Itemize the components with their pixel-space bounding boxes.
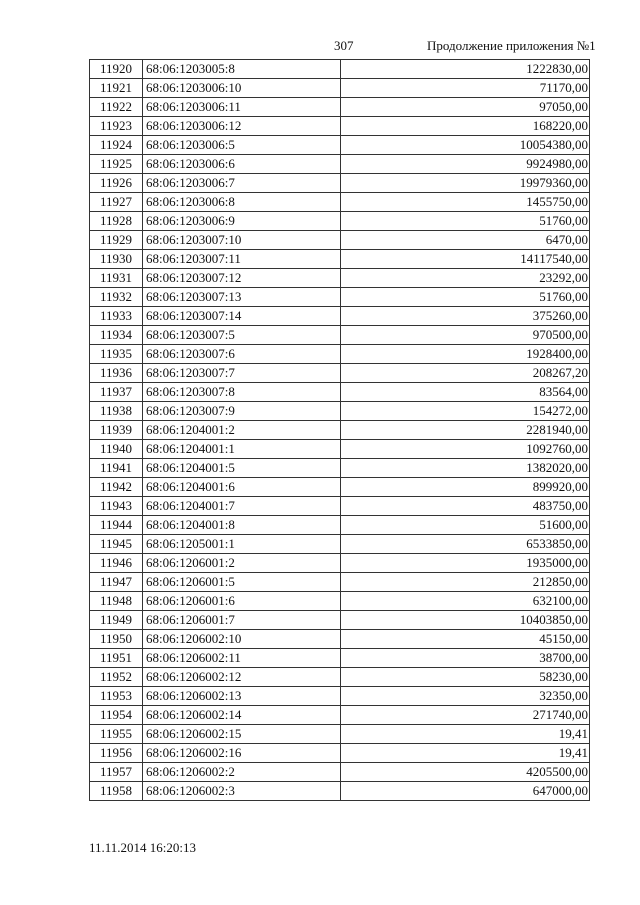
cadastral-value-cell: 154272,00 (341, 402, 590, 421)
cadastral-value-cell: 83564,00 (341, 383, 590, 402)
row-number-cell: 11928 (90, 212, 143, 231)
row-number-cell: 11924 (90, 136, 143, 155)
page-number: 307 (334, 38, 354, 53)
cadastral-value-cell: 51600,00 (341, 516, 590, 535)
row-number-cell: 11949 (90, 611, 143, 630)
table-row (90, 250, 590, 269)
cadastral-value-cell: 1455750,00 (341, 193, 590, 212)
cadastral-number-cell: 68:06:1206002:2 (143, 763, 341, 782)
table-row (90, 231, 590, 250)
table-row (90, 516, 590, 535)
cadastral-value-cell: 647000,00 (341, 782, 590, 801)
cadastral-value-cell: 899920,00 (341, 478, 590, 497)
row-number-cell: 11944 (90, 516, 143, 535)
table-row (90, 193, 590, 212)
table-row (90, 440, 590, 459)
row-number-cell: 11922 (90, 98, 143, 117)
cadastral-value-cell: 19,41 (341, 725, 590, 744)
cadastral-value-cell: 32350,00 (341, 687, 590, 706)
table-row (90, 744, 590, 763)
table-row (90, 725, 590, 744)
row-number-cell: 11955 (90, 725, 143, 744)
row-number-cell: 11939 (90, 421, 143, 440)
cadastral-value-cell: 212850,00 (341, 573, 590, 592)
row-number-cell: 11956 (90, 744, 143, 763)
cadastral-value-cell: 375260,00 (341, 307, 590, 326)
cadastral-value-cell: 19,41 (341, 744, 590, 763)
row-number-cell: 11927 (90, 193, 143, 212)
cadastral-number-cell: 68:06:1203007:8 (143, 383, 341, 402)
row-number-cell: 11948 (90, 592, 143, 611)
table-row (90, 212, 590, 231)
cadastral-value-cell: 9924980,00 (341, 155, 590, 174)
cadastral-number-cell: 68:06:1203007:9 (143, 402, 341, 421)
cadastral-value-cell: 6533850,00 (341, 535, 590, 554)
table-row (90, 592, 590, 611)
table-row (90, 383, 590, 402)
cadastral-number-cell: 68:06:1203007:10 (143, 231, 341, 250)
row-number-cell: 11936 (90, 364, 143, 383)
table-row (90, 364, 590, 383)
cadastral-number-cell: 68:06:1204001:5 (143, 459, 341, 478)
table-row (90, 782, 590, 801)
cadastral-number-cell: 68:06:1203006:11 (143, 98, 341, 117)
table-row (90, 345, 590, 364)
row-number-cell: 11931 (90, 269, 143, 288)
row-number-cell: 11957 (90, 763, 143, 782)
cadastral-number-cell: 68:06:1206001:2 (143, 554, 341, 573)
row-number-cell: 11947 (90, 573, 143, 592)
row-number-cell: 11932 (90, 288, 143, 307)
cadastral-value-cell: 51760,00 (341, 212, 590, 231)
table-row (90, 155, 590, 174)
table-row (90, 60, 590, 79)
table-row (90, 763, 590, 782)
cadastral-value-cell: 632100,00 (341, 592, 590, 611)
cadastral-number-cell: 68:06:1206002:13 (143, 687, 341, 706)
cadastral-number-cell: 68:06:1206002:11 (143, 649, 341, 668)
table-row (90, 535, 590, 554)
row-number-cell: 11943 (90, 497, 143, 516)
table-row (90, 478, 590, 497)
row-number-cell: 11952 (90, 668, 143, 687)
row-number-cell: 11958 (90, 782, 143, 801)
cadastral-number-cell: 68:06:1206002:10 (143, 630, 341, 649)
row-number-cell: 11933 (90, 307, 143, 326)
cadastral-number-cell: 68:06:1203006:8 (143, 193, 341, 212)
cadastral-number-cell: 68:06:1206002:16 (143, 744, 341, 763)
cadastral-value-cell: 1382020,00 (341, 459, 590, 478)
cadastral-value-cell: 23292,00 (341, 269, 590, 288)
cadastral-number-cell: 68:06:1203007:14 (143, 307, 341, 326)
row-number-cell: 11954 (90, 706, 143, 725)
cadastral-value-cell: 271740,00 (341, 706, 590, 725)
cadastral-value-cell: 1928400,00 (341, 345, 590, 364)
table-row (90, 497, 590, 516)
cadastral-number-cell: 68:06:1203007:11 (143, 250, 341, 269)
cadastral-value-cell: 1092760,00 (341, 440, 590, 459)
cadastral-number-cell: 68:06:1204001:6 (143, 478, 341, 497)
row-number-cell: 11953 (90, 687, 143, 706)
table-row (90, 554, 590, 573)
table-row (90, 117, 590, 136)
row-number-cell: 11930 (90, 250, 143, 269)
cadastral-value-cell: 168220,00 (341, 117, 590, 136)
row-number-cell: 11940 (90, 440, 143, 459)
cadastral-value-cell: 38700,00 (341, 649, 590, 668)
table-row (90, 687, 590, 706)
cadastral-number-cell: 68:06:1204001:2 (143, 421, 341, 440)
cadastral-number-cell: 68:06:1203006:12 (143, 117, 341, 136)
row-number-cell: 11925 (90, 155, 143, 174)
row-number-cell: 11920 (90, 60, 143, 79)
row-number-cell: 11950 (90, 630, 143, 649)
cadastral-value-cell: 10403850,00 (341, 611, 590, 630)
table-row (90, 459, 590, 478)
continuation-heading: Продолжение приложения №1 (427, 38, 596, 53)
table-row (90, 326, 590, 345)
cadastral-number-cell: 68:06:1203007:7 (143, 364, 341, 383)
cadastral-number-cell: 68:06:1206002:3 (143, 782, 341, 801)
row-number-cell: 11945 (90, 535, 143, 554)
table-row (90, 630, 590, 649)
cadastral-number-cell: 68:06:1203006:9 (143, 212, 341, 231)
cadastral-number-cell: 68:06:1204001:1 (143, 440, 341, 459)
cadastral-number-cell: 68:06:1203007:13 (143, 288, 341, 307)
table-row (90, 269, 590, 288)
cadastral-number-cell: 68:06:1203007:5 (143, 326, 341, 345)
row-number-cell: 11935 (90, 345, 143, 364)
cadastral-number-cell: 68:06:1205001:1 (143, 535, 341, 554)
cadastral-value-cell: 10054380,00 (341, 136, 590, 155)
row-number-cell: 11951 (90, 649, 143, 668)
row-number-cell: 11929 (90, 231, 143, 250)
table-row (90, 668, 590, 687)
cadastral-number-cell: 68:06:1206002:12 (143, 668, 341, 687)
table-row (90, 649, 590, 668)
cadastral-value-cell: 483750,00 (341, 497, 590, 516)
row-number-cell: 11923 (90, 117, 143, 136)
cadastral-value-cell: 58230,00 (341, 668, 590, 687)
cadastral-number-cell: 68:06:1206002:14 (143, 706, 341, 725)
cadastral-value-cell: 45150,00 (341, 630, 590, 649)
cadastral-number-cell: 68:06:1206001:7 (143, 611, 341, 630)
cadastral-value-table (89, 59, 590, 801)
cadastral-number-cell: 68:06:1206001:5 (143, 573, 341, 592)
cadastral-number-cell: 68:06:1204001:8 (143, 516, 341, 535)
cadastral-value-cell: 1935000,00 (341, 554, 590, 573)
cadastral-value-cell: 6470,00 (341, 231, 590, 250)
row-number-cell: 11934 (90, 326, 143, 345)
cadastral-value-cell: 4205500,00 (341, 763, 590, 782)
cadastral-value-cell: 970500,00 (341, 326, 590, 345)
row-number-cell: 11941 (90, 459, 143, 478)
cadastral-number-cell: 68:06:1203005:8 (143, 60, 341, 79)
row-number-cell: 11921 (90, 79, 143, 98)
cadastral-value-cell: 19979360,00 (341, 174, 590, 193)
table-row (90, 611, 590, 630)
cadastral-value-cell: 14117540,00 (341, 250, 590, 269)
cadastral-number-cell: 68:06:1203006:5 (143, 136, 341, 155)
row-number-cell: 11926 (90, 174, 143, 193)
cadastral-value-cell: 97050,00 (341, 98, 590, 117)
print-timestamp: 11.11.2014 16:20:13 (89, 840, 197, 855)
cadastral-value-cell: 51760,00 (341, 288, 590, 307)
row-number-cell: 11946 (90, 554, 143, 573)
cadastral-number-cell: 68:06:1203006:6 (143, 155, 341, 174)
table-row (90, 706, 590, 725)
table-row (90, 98, 590, 117)
row-number-cell: 11942 (90, 478, 143, 497)
row-number-cell: 11938 (90, 402, 143, 421)
cadastral-number-cell: 68:06:1203007:12 (143, 269, 341, 288)
row-number-cell: 11937 (90, 383, 143, 402)
table-row (90, 307, 590, 326)
cadastral-number-cell: 68:06:1203007:6 (143, 345, 341, 364)
cadastral-number-cell: 68:06:1204001:7 (143, 497, 341, 516)
cadastral-value-cell: 2281940,00 (341, 421, 590, 440)
table-row (90, 288, 590, 307)
table-row (90, 79, 590, 98)
cadastral-number-cell: 68:06:1203006:7 (143, 174, 341, 193)
cadastral-number-cell: 68:06:1206001:6 (143, 592, 341, 611)
table-row (90, 573, 590, 592)
cadastral-number-cell: 68:06:1206002:15 (143, 725, 341, 744)
cadastral-value-cell: 1222830,00 (341, 60, 590, 79)
table-body (90, 60, 590, 801)
table-row (90, 421, 590, 440)
cadastral-number-cell: 68:06:1203006:10 (143, 79, 341, 98)
table-row (90, 402, 590, 421)
table-row (90, 136, 590, 155)
table-row (90, 174, 590, 193)
cadastral-value-cell: 208267,20 (341, 364, 590, 383)
cadastral-value-cell: 71170,00 (341, 79, 590, 98)
